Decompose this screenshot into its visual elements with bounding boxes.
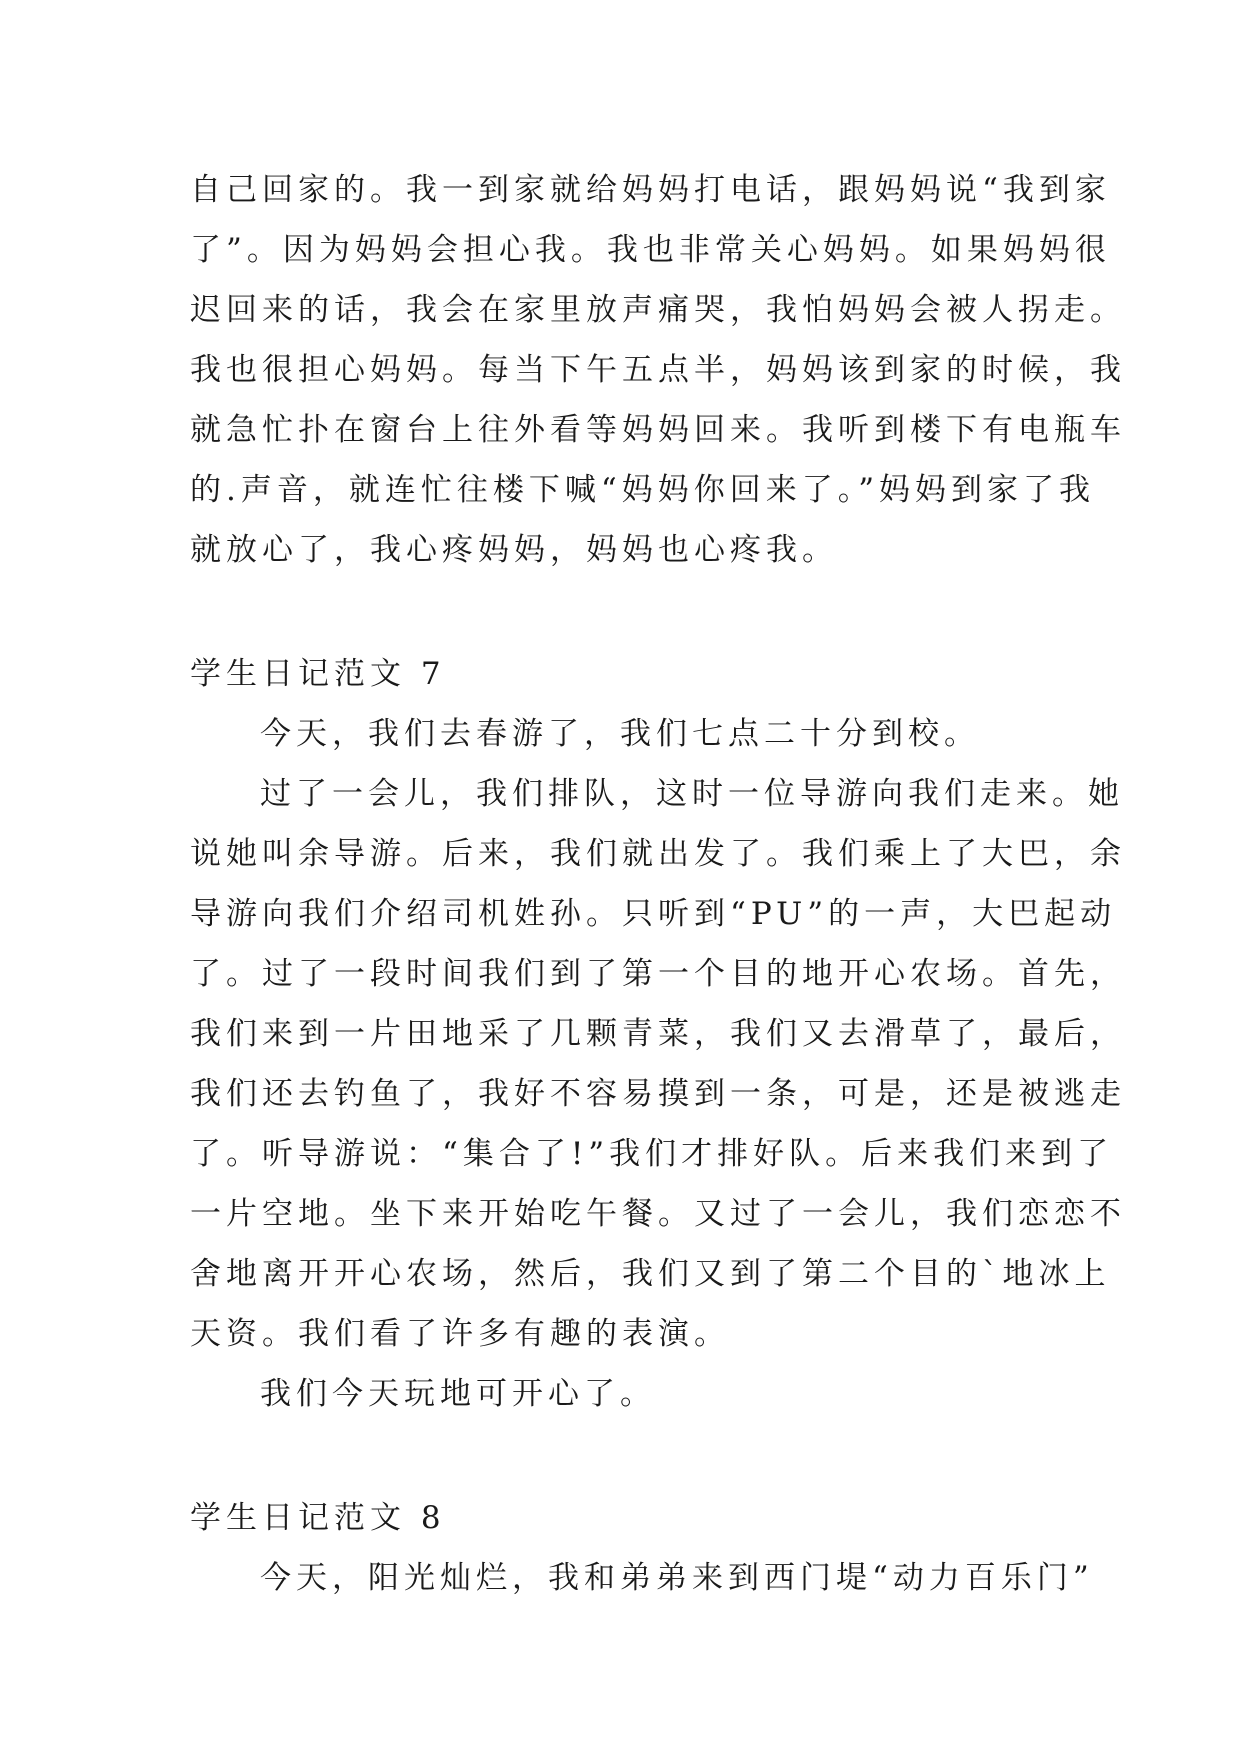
text-line: 我也很担心妈妈。每当下午五点半，妈妈该到家的时候，我 [190, 352, 1126, 388]
paragraph-line: 说她叫余导游。后来，我们就出发了。我们乘上了大巴，余 [190, 836, 1126, 872]
text-line: 就放心了，我心疼妈妈，妈妈也心疼我。 [190, 532, 838, 568]
section-7 [190, 644, 1126, 1424]
section-gap [190, 1424, 1060, 1488]
paragraph-line: 过了一会儿，我们排队，这时一位导游向我们走来。她 [260, 776, 1124, 812]
paragraph-line: 我们今天玩地可开心了。 [260, 1376, 656, 1412]
section-gap [190, 580, 1060, 644]
paragraph-line: 今天，我们去春游了，我们七点二十分到校。 [260, 716, 980, 752]
paragraph-line: 了。过了一段时间我们到了第一个目的地开心农场。首先， [190, 956, 1126, 992]
paragraph-line: 了。听导游说：“集合了!”我们才排好队。后来我们来到了 [190, 1136, 1114, 1172]
previous-section-text [190, 160, 1126, 580]
section-8-title: 学生日记范文 8 [190, 1500, 446, 1536]
paragraph-line: 我们来到一片田地采了几颗青菜，我们又去滑草了，最后， [190, 1016, 1126, 1052]
text-line: 的.声音，就连忙往楼下喊“妈妈你回来了。”妈妈到家了我 [190, 472, 1096, 508]
paragraph-line: 我们还去钓鱼了，我好不容易摸到一条，可是，还是被逃走 [190, 1076, 1126, 1112]
text-line: 自己回家的。我一到家就给妈妈打电话，跟妈妈说“我到家 [190, 172, 1111, 208]
section-8 [190, 1488, 1094, 1608]
paragraph-line: 一片空地。坐下来开始吃午餐。又过了一会儿，我们恋恋不 [190, 1196, 1126, 1232]
paragraph-line: 天资。我们看了许多有趣的表演。 [190, 1316, 730, 1352]
text-line: 了”。因为妈妈会担心我。我也非常关心妈妈。如果妈妈很 [190, 232, 1111, 268]
paragraph-line: 今天，阳光灿烂，我和弟弟来到西门堤“动力百乐门” [260, 1560, 1094, 1596]
text-line: 就急忙扑在窗台上往外看等妈妈回来。我听到楼下有电瓶车 [190, 412, 1126, 448]
section-7-title: 学生日记范文 7 [190, 656, 446, 692]
document-body [190, 160, 1126, 1608]
paragraph-line: 导游向我们介绍司机姓孙。只听到“PU”的一声，大巴起动 [190, 896, 1117, 932]
text-line: 迟回来的话，我会在家里放声痛哭，我怕妈妈会被人拐走。 [190, 292, 1126, 328]
paragraph-line: 舍地离开开心农场，然后，我们又到了第二个目的`地冰上 [190, 1256, 1111, 1292]
